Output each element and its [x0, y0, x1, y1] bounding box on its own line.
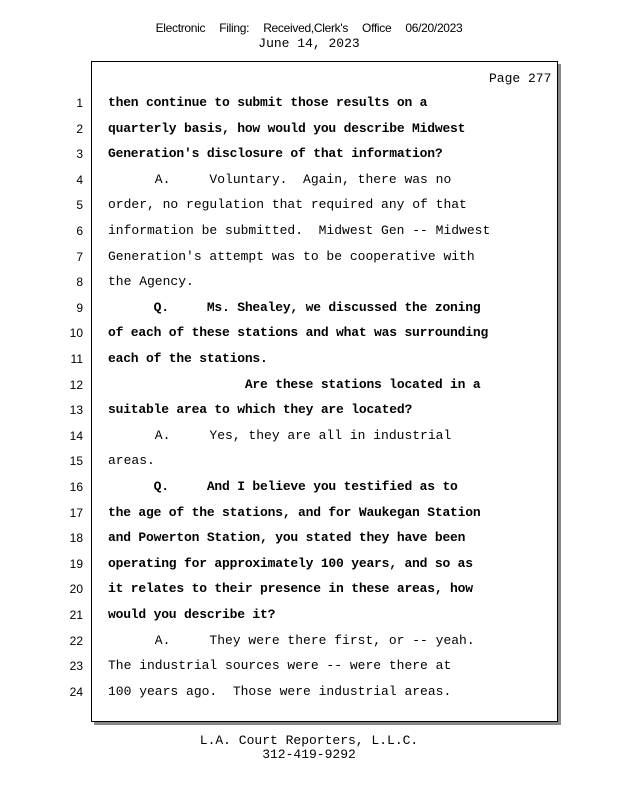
line-number: 8	[76, 275, 83, 290]
transcript-line	[0, 298, 618, 318]
line-text: the Agency.	[108, 274, 194, 290]
line-text: areas.	[108, 453, 155, 469]
line-number: 14	[69, 428, 83, 443]
line-number: 1	[76, 96, 83, 110]
line-text: A. They were there first, or -- yeah.	[108, 632, 475, 648]
line-number: 5	[76, 198, 83, 213]
line-number: 7	[76, 249, 83, 264]
transcript-line	[0, 579, 618, 599]
transcript-line	[0, 375, 618, 395]
stamp-part: Office	[362, 21, 392, 35]
line-text: A. Voluntary. Again, there was no	[108, 171, 452, 187]
line-number: 24	[69, 684, 83, 699]
transcript-line	[0, 349, 618, 369]
line-text: A. Yes, they are all in industrial	[108, 427, 452, 443]
transcript-line	[0, 528, 618, 548]
line-text: Are these stations located in a	[108, 376, 481, 392]
footer-company: L.A. Court Reporters, L.L.C.	[199, 733, 419, 748]
line-text: Generation's attempt was to be cooperative with	[108, 248, 475, 264]
transcript-line	[0, 170, 618, 190]
line-number: 4	[76, 172, 83, 187]
line-text: the age of the stations, and for Waukegan Station	[108, 504, 481, 520]
line-number: 12	[69, 377, 83, 392]
line-number: 17	[69, 505, 83, 520]
transcript-line	[0, 247, 618, 267]
transcript-line	[0, 426, 618, 446]
line-text: 100 years ago. Those were industrial areas.	[108, 683, 452, 699]
line-text: Q. And I believe you testified as to	[108, 479, 458, 494]
transcript-line	[0, 119, 618, 139]
line-number: 3	[76, 147, 83, 162]
line-number: 22	[69, 633, 83, 648]
line-text: it relates to their presence in these areas, how	[108, 581, 473, 597]
line-text: information be submitted. Midwest Gen -- Midwest	[108, 223, 491, 238]
footer-phone: 312-419-9292	[262, 747, 356, 762]
line-number: 19	[69, 556, 83, 571]
line-text: then continue to submit those results on a	[108, 95, 428, 110]
stamp-part: 06/20/2023	[405, 21, 463, 35]
transcript-line	[0, 605, 618, 625]
transcript-line	[0, 323, 618, 343]
line-number: 13	[69, 403, 83, 418]
line-number: 11	[70, 352, 83, 366]
transcript-line	[0, 93, 618, 113]
page-number-label: Page 277	[489, 71, 552, 86]
line-number: 10	[69, 326, 83, 341]
transcript-line	[0, 221, 618, 241]
line-text: operating for approximately 100 years, and so as	[108, 555, 473, 571]
transcript-line	[0, 451, 618, 471]
transcript-line	[0, 272, 618, 292]
line-text: The industrial sources were -- were there at	[108, 658, 452, 674]
line-number: 16	[69, 480, 83, 494]
header-date: June 14, 2023	[258, 36, 360, 51]
transcript-line	[0, 554, 618, 574]
line-text: suitable area to which they are located?	[108, 402, 413, 418]
filing-stamp	[0, 21, 618, 35]
line-text: order, no regulation that required any of that	[108, 197, 467, 213]
line-number: 20	[69, 582, 83, 597]
transcript-line	[0, 144, 618, 164]
line-text: each of the stations.	[108, 351, 268, 366]
transcript-line	[0, 400, 618, 420]
transcript-line	[0, 477, 618, 497]
line-number: 2	[76, 121, 83, 136]
stamp-part: Received,Clerk's	[263, 21, 349, 35]
line-text: Q. Ms. Shealey, we discussed the zoning	[108, 299, 481, 315]
line-number: 21	[69, 608, 83, 622]
transcript-line	[0, 195, 618, 215]
line-text: quarterly basis, how would you describe Midwest	[108, 120, 466, 136]
transcript-line	[0, 656, 618, 676]
transcript-line	[0, 682, 618, 702]
line-text: and Powerton Station, you stated they have been	[108, 530, 466, 546]
transcript-line	[0, 631, 618, 651]
line-number: 6	[76, 224, 83, 238]
stamp-part: Electronic	[155, 21, 206, 35]
transcript-line	[0, 503, 618, 523]
line-number: 18	[69, 531, 83, 546]
line-number: 15	[69, 454, 83, 469]
line-number: 9	[76, 300, 83, 315]
line-text: would you describe it?	[108, 607, 276, 622]
line-text: of each of these stations and what was surrounding	[108, 325, 489, 341]
line-number: 23	[69, 659, 83, 674]
stamp-part: Filing:	[219, 21, 250, 35]
line-text: Generation's disclosure of that information?	[108, 146, 443, 162]
